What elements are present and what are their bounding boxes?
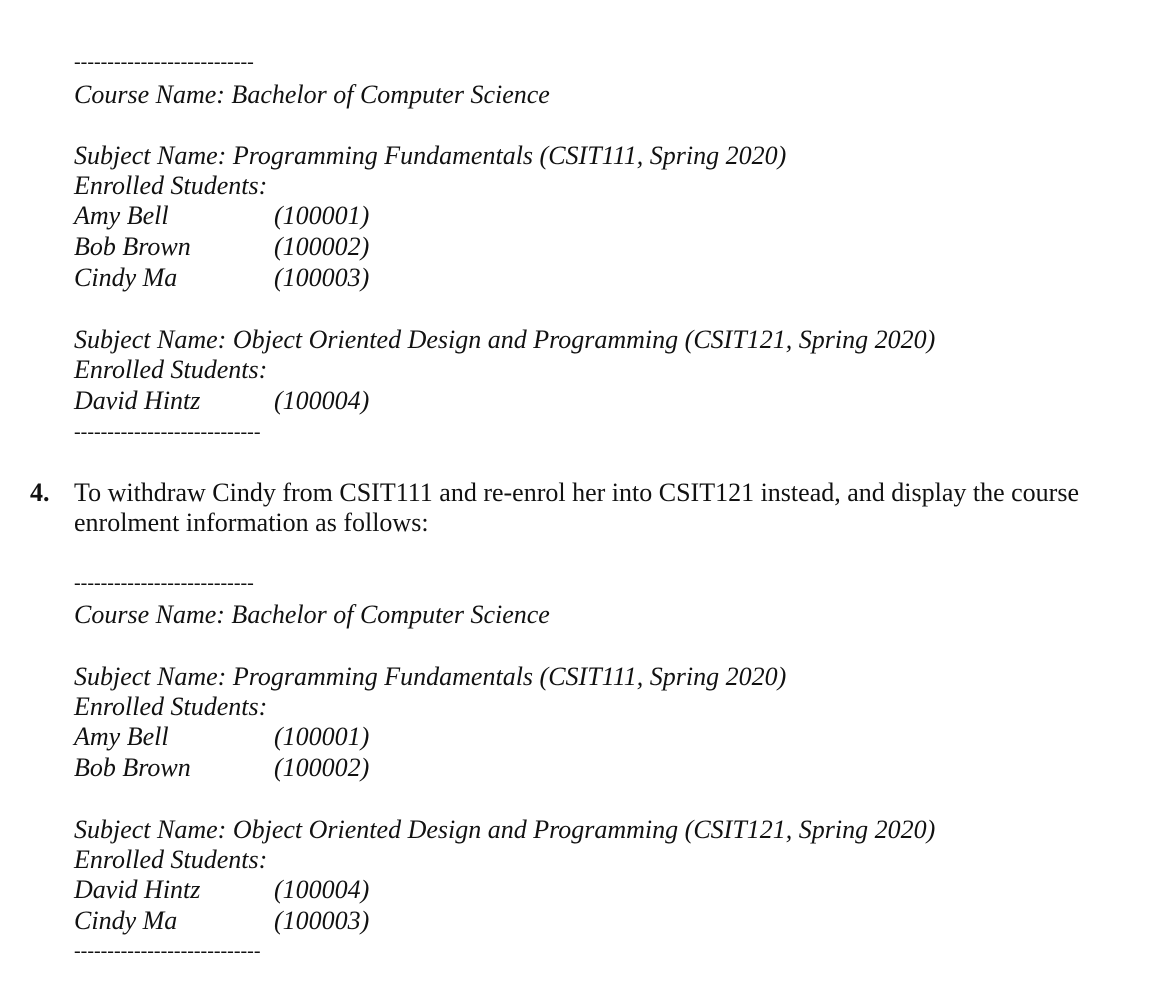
enrolled-students-label: Enrolled Students: bbox=[74, 845, 268, 874]
student-id: (100003) bbox=[274, 906, 370, 935]
student-id: (100004) bbox=[274, 875, 370, 904]
student-id: (100003) bbox=[274, 263, 370, 292]
student-name: Amy Bell bbox=[74, 201, 169, 230]
student-name: Amy Bell bbox=[74, 722, 169, 751]
subject-name-line: Subject Name: Object Oriented Design and Programming (CSIT121, Spring 2020) bbox=[74, 325, 936, 354]
separator-top: --------------------------- bbox=[74, 572, 254, 594]
student-name: David Hintz bbox=[74, 875, 201, 904]
course-name-line: Course Name: Bachelor of Computer Science bbox=[74, 600, 550, 629]
enrolled-students-label: Enrolled Students: bbox=[74, 355, 268, 384]
student-name: Bob Brown bbox=[74, 232, 191, 261]
student-id: (100002) bbox=[274, 753, 370, 782]
step-number: 4. bbox=[30, 478, 50, 507]
separator-bottom: ---------------------------- bbox=[74, 421, 261, 443]
student-id: (100001) bbox=[274, 201, 370, 230]
student-id: (100004) bbox=[274, 386, 370, 415]
enrolled-students-label: Enrolled Students: bbox=[74, 692, 268, 721]
step-instruction: To withdraw Cindy from CSIT111 and re-enrol her into CSIT121 instead, and display the course enrolment information as follows: bbox=[74, 478, 1079, 537]
student-name: David Hintz bbox=[74, 386, 201, 415]
subject-name-line: Subject Name: Programming Fundamentals (CSIT111, Spring 2020) bbox=[74, 662, 787, 691]
student-name: Bob Brown bbox=[74, 753, 191, 782]
student-name: Cindy Ma bbox=[74, 263, 178, 292]
separator-bottom: ---------------------------- bbox=[74, 940, 261, 962]
subject-name-line: Subject Name: Object Oriented Design and Programming (CSIT121, Spring 2020) bbox=[74, 815, 936, 844]
enrolled-students-label: Enrolled Students: bbox=[74, 171, 268, 200]
student-name: Cindy Ma bbox=[74, 906, 178, 935]
separator-top: --------------------------- bbox=[74, 51, 254, 73]
subject-name-line: Subject Name: Programming Fundamentals (CSIT111, Spring 2020) bbox=[74, 141, 787, 170]
course-name-line: Course Name: Bachelor of Computer Science bbox=[74, 80, 550, 109]
student-id: (100001) bbox=[274, 722, 370, 751]
student-id: (100002) bbox=[274, 232, 370, 261]
